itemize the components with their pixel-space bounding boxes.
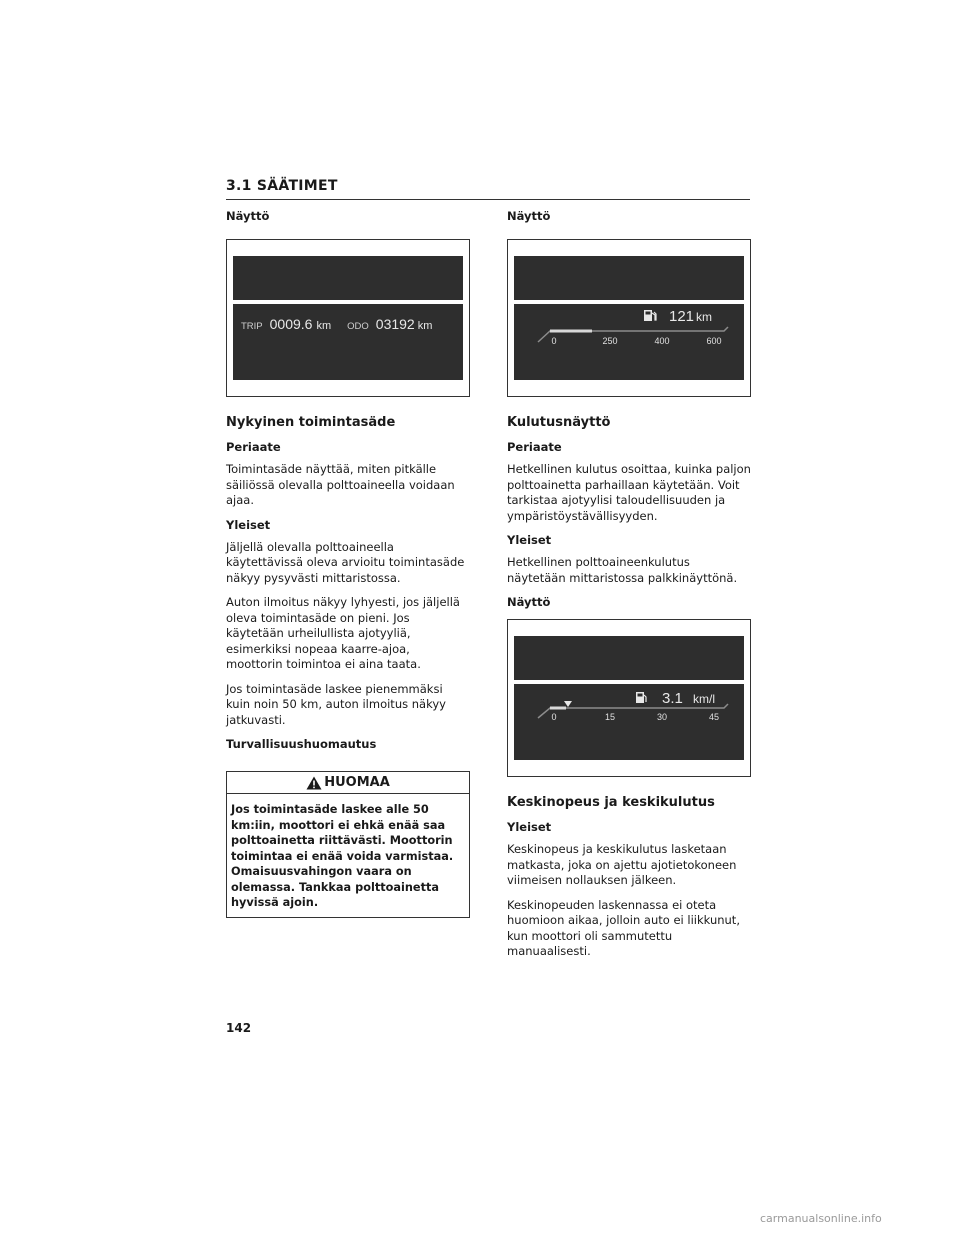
average-marker-icon (564, 701, 572, 707)
subheading-periaate: Periaate (507, 440, 562, 454)
display-upper-panel (233, 256, 463, 300)
consumption-bar-track (538, 704, 728, 718)
section-title-consumption: Kulutusnäyttö (507, 415, 611, 430)
trip-odometer-figure (226, 239, 470, 397)
display-lower-panel (514, 304, 744, 380)
warning-icon (306, 776, 322, 790)
paragraph: Keskinopeus ja keskikulutus lasketaan matkasta, joka on ajettu ajotietokoneen viimeisen nollauksen jälkeen. (507, 842, 737, 887)
subheading-safety: Turvallisuushuomautus (226, 737, 377, 751)
range-unit: km (696, 310, 712, 324)
section-title-range: Nykyinen toimintasäde (226, 415, 396, 430)
consumption-tick-label: 45 (708, 712, 720, 722)
fuel-pump-icon (636, 692, 646, 703)
odo-unit: km (417, 320, 433, 332)
paragraph: Keskinopeuden laskennassa ei oteta huomioon aikaa, jolloin auto ei liikkunut, kun moottori oli sammutettu manuaalisesti. (507, 897, 740, 958)
right-column (507, 209, 751, 969)
range-value: 121 (669, 308, 695, 325)
consumption-tick-label: 30 (656, 712, 668, 722)
range-tick-label: 600 (706, 336, 722, 346)
display-upper-panel (514, 256, 744, 300)
consumption-value: 3.1 (662, 690, 683, 707)
notice-header (227, 772, 469, 794)
watermark: carmanualsonline.info (760, 1212, 882, 1225)
fuel-pump-icon (644, 310, 656, 321)
consumption-unit: km/l (693, 692, 715, 706)
range-tick-label: 250 (602, 336, 618, 346)
paragraph: Toimintasäde näyttää, miten pitkälle säiliössä olevalla polttoaineella voidaan ajaa. (226, 462, 455, 507)
paragraph: Auton ilmoitus näkyy lyhyesti, jos jäljellä oleva toimintasäde on pieni. Jos käytetään urheilullista ajotyyliä, esimerkiksi nopeaa kaarre-ajoa, moottorin toimintoa ei aina taata. (226, 595, 460, 671)
paragraph: Jos toimintasäde laskee pienemmäksi kuin noin 50 km, auton ilmoitus näkyy jatkuvasti. (226, 681, 446, 727)
figure-label: Näyttö (507, 595, 551, 609)
display-lower-panel (514, 684, 744, 760)
notice-box (226, 771, 470, 918)
range-tick-label: 400 (654, 336, 670, 346)
notice-title: HUOMAA (324, 775, 390, 790)
paragraph: Hetkellinen polttoaineenkulutus näytetään mittaristossa palkkinäyttönä. (507, 555, 738, 585)
trip-label: TRIP (241, 321, 263, 332)
section-title-average: Keskinopeus ja keskikulutus (507, 795, 715, 810)
left-column (226, 209, 470, 918)
notice-text: Jos toimintasäde laskee alle 50 km:iin, moottori ei ehkä enää saa polttoainetta riittävästi. Moottorin toimintaa ei enää voida varmistaa. Omaisuusvahingon vaara on olemassa. Tankkaa polttoainetta hyvissä ajoin. (231, 803, 454, 909)
trip-value: 0009.6 (269, 316, 313, 332)
paragraph: Jäljellä olevalla polttoaineella käytettävissä oleva arvioitu toimintasäde näkyy pysyvästi mittaristossa. (226, 539, 465, 585)
paragraph: Hetkellinen kulutus osoittaa, kuinka paljon polttoainetta parhaillaan käytetään. Voit tarkistaa ajotyylisi taloudellisuuden ja ympäristöystävällisyyden. (507, 462, 751, 523)
range-figure (507, 239, 751, 397)
subheading-yleiset: Yleiset (226, 517, 271, 532)
odo-label: ODO (347, 321, 369, 332)
figure-label: Näyttö (226, 209, 270, 223)
consumption-tick-label: 15 (604, 712, 616, 722)
range-tick-label: 0 (551, 336, 557, 346)
odo-value: 03192 (375, 316, 415, 332)
subheading-yleiset: Yleiset (507, 820, 552, 834)
figure-label: Näyttö (507, 209, 551, 223)
display-upper-panel (514, 636, 744, 680)
consumption-figure (507, 619, 751, 777)
page-header (226, 178, 750, 200)
consumption-tick-label: 0 (551, 712, 557, 722)
display-lower-panel (233, 304, 463, 380)
subheading-periaate: Periaate (226, 440, 281, 454)
subheading-yleiset: Yleiset (507, 533, 552, 547)
range-bar-track (538, 327, 728, 342)
trip-unit: km (316, 320, 332, 332)
page-number: 142 (226, 1021, 252, 1035)
chapter-title: 3.1 SÄÄTIMET (226, 178, 338, 194)
